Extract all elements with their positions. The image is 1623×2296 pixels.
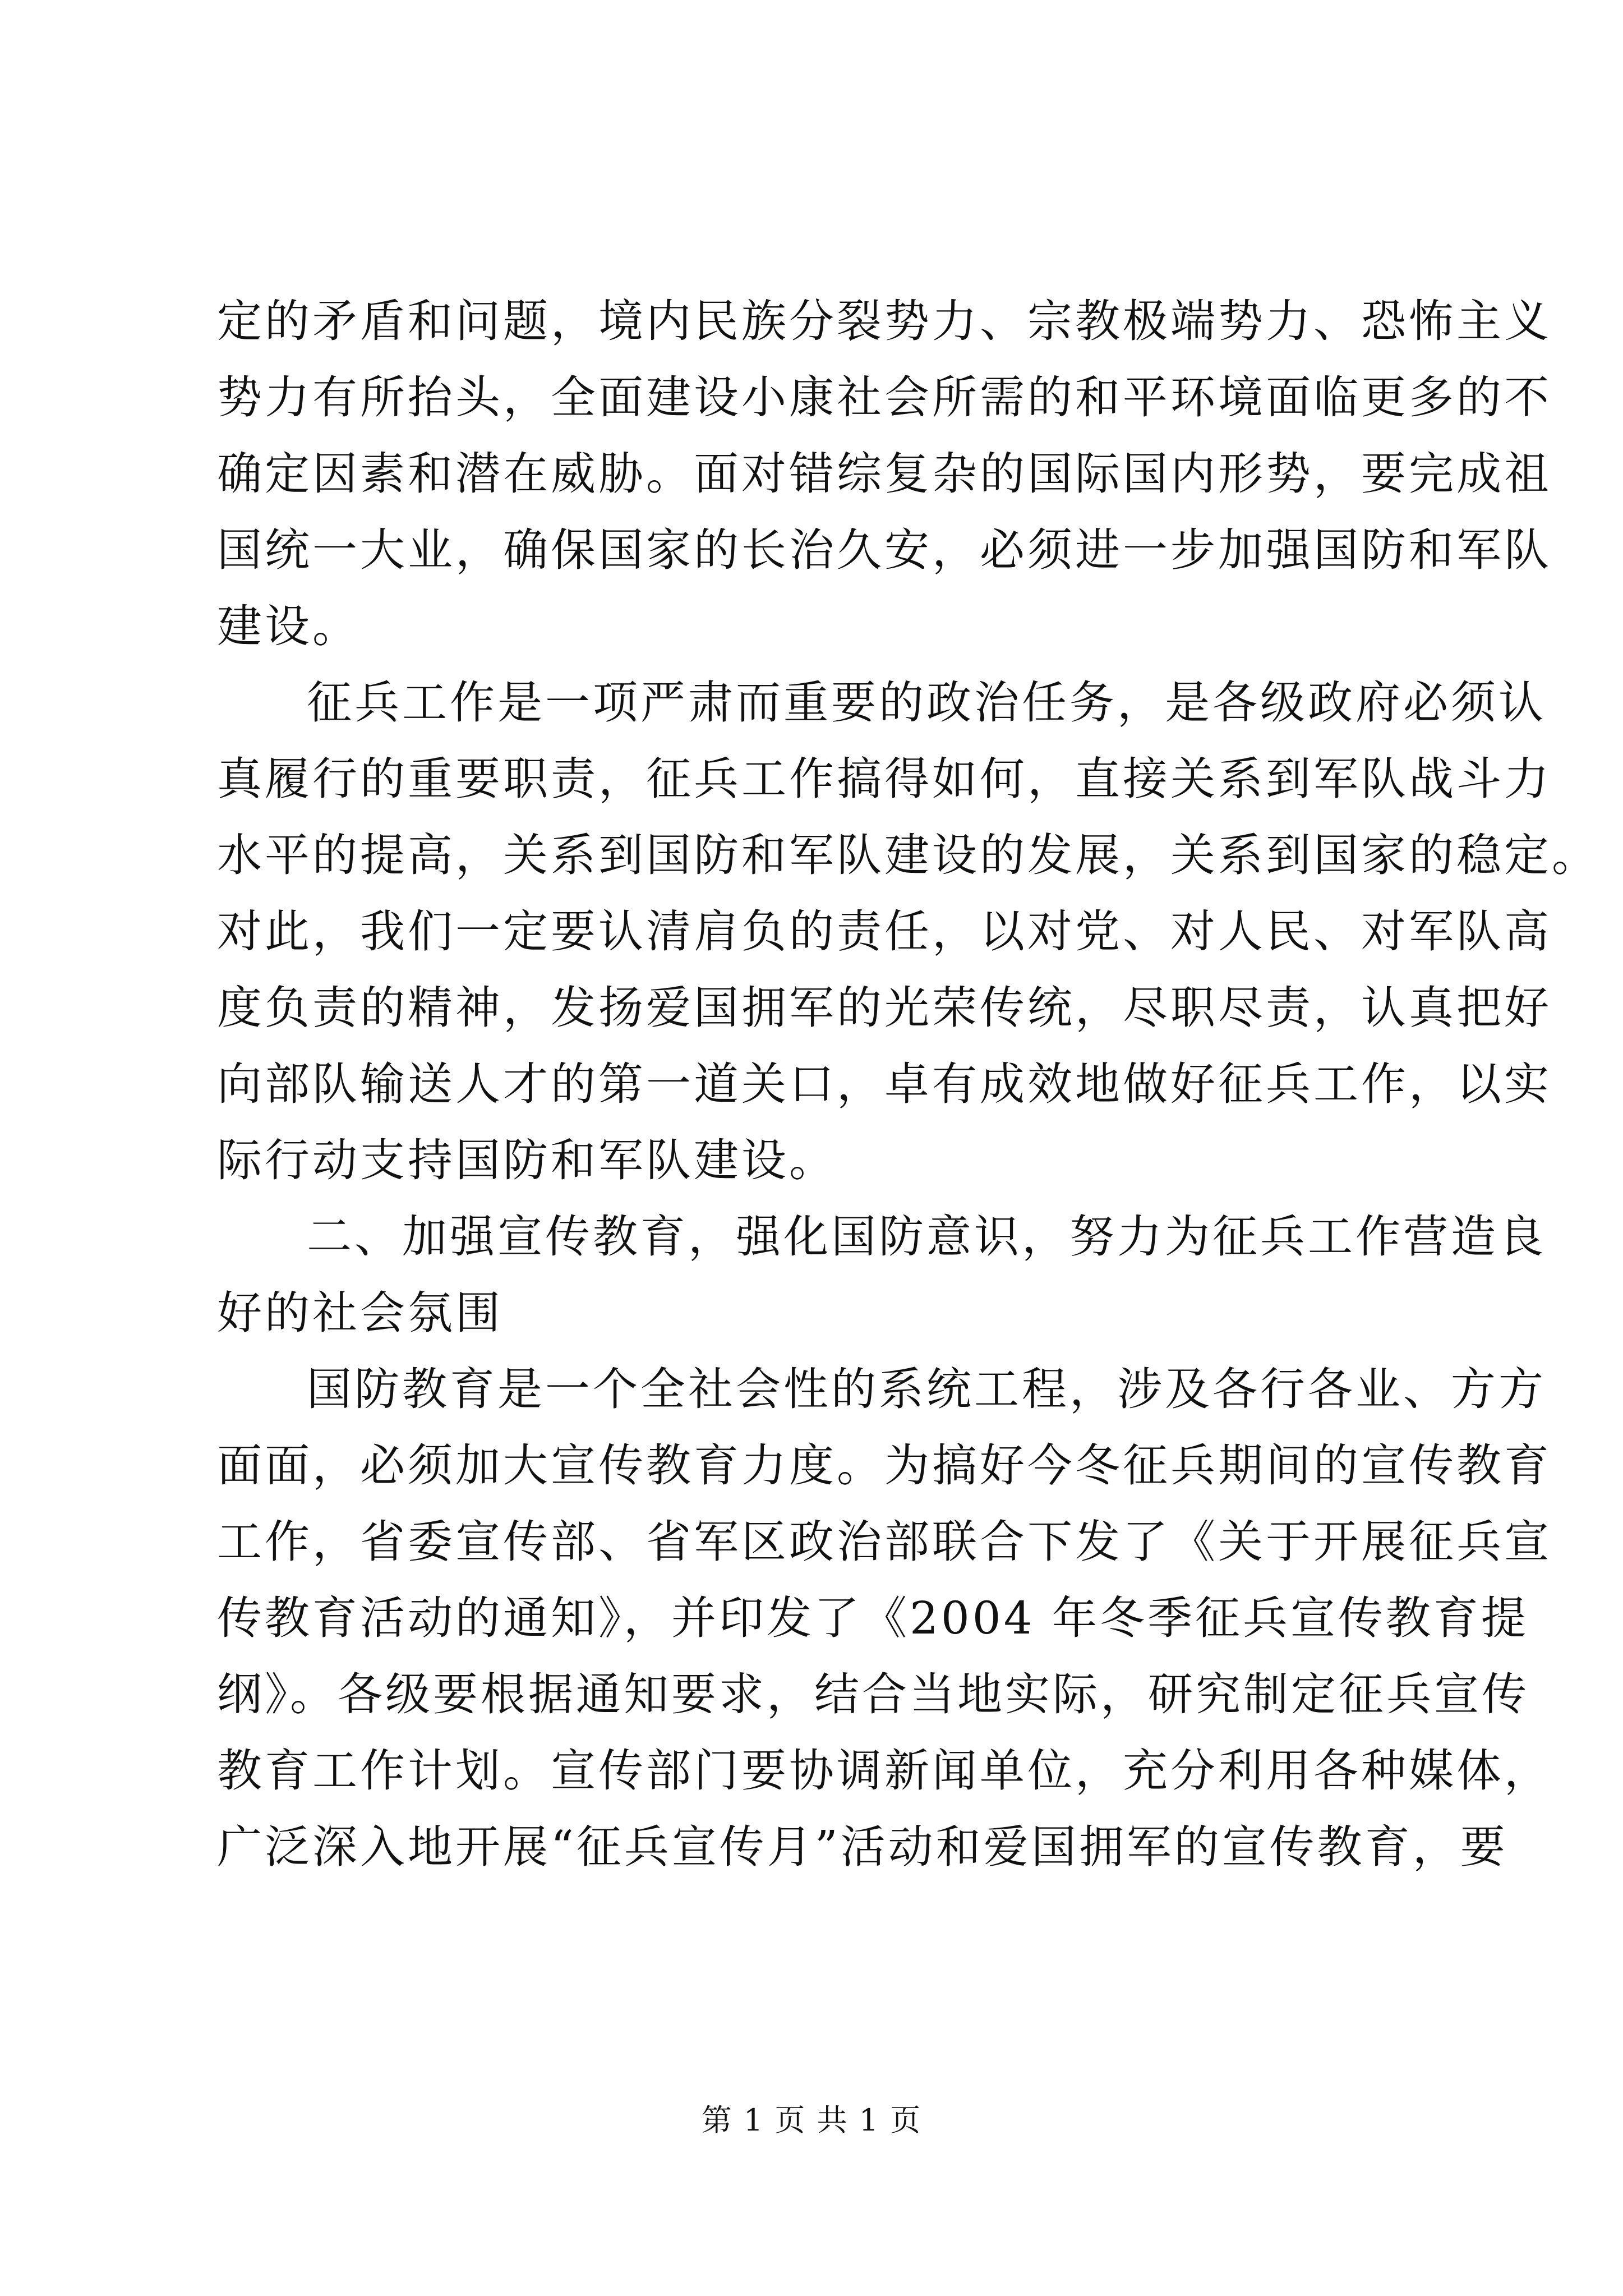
text-line: 向部队输送人才的第一道关口，卓有成效地做好征兵工作，以实 [217, 1058, 1552, 1110]
document-body [217, 283, 1599, 1885]
text-line: 真履行的重要职责，征兵工作搞得如何，直接关系到军队战斗力 [217, 753, 1552, 805]
text-line: 定的矛盾和问题，境内民族分裂势力、宗教极端势力、恐怖主义 [217, 295, 1552, 347]
paragraph-first-line: 国防教育是一个全社会性的系统工程，涉及各行各业、方方 [307, 1363, 1546, 1415]
text-line: 面面，必须加大宣传教育力度。为搞好今冬征兵期间的宣传教育 [217, 1439, 1552, 1492]
text-line: 工作，省委宣传部、省军区政治部联合下发了《关于开展征兵宣 [217, 1516, 1552, 1568]
text-line: 纲》。各级要根据通知要求，结合当地实际，研究制定征兵宣传 [217, 1668, 1529, 1720]
text-line: 对此，我们一定要认清肩负的责任，以对党、对人民、对军队高 [217, 905, 1552, 958]
text-line: 确定因素和潜在威胁。面对错综复杂的国际国内形势，要完成祖 [217, 448, 1552, 500]
text-line: 水平的提高，关系到国防和军队建设的发展，关系到国家的稳定。 [217, 829, 1599, 881]
text-line: 传教育活动的通知》，并印发了《2004 年冬季征兵宣传教育提 [217, 1592, 1529, 1644]
text-line: 教育工作计划。宣传部门要协调新闻单位，充分利用各种媒体， [217, 1745, 1552, 1797]
section-heading-continuation: 好的社会氛围 [217, 1287, 503, 1339]
text-line: 广泛深入地开展“征兵宣传月”活动和爱国拥军的宣传教育，要 [217, 1821, 1508, 1873]
page-number-footer: 第 1 页 共 1 页 [701, 2102, 922, 2138]
text-line: 国统一大业，确保国家的长治久安，必须进一步加强国防和军队 [217, 524, 1552, 576]
text-line: 度负责的精神，发扬爱国拥军的光荣传统，尽职尽责，认真把好 [217, 982, 1552, 1034]
paragraph-first-line: 征兵工作是一项严肃而重要的政治任务，是各级政府必须认 [307, 677, 1546, 729]
text-line: 际行动支持国防和军队建设。 [217, 1134, 837, 1186]
text-line: 势力有所抬头，全面建设小康社会所需的和平环境面临更多的不 [217, 371, 1552, 424]
text-line: 建设。 [217, 600, 360, 652]
section-heading: 二、加强宣传教育，强化国防意识，努力为征兵工作营造良 [307, 1211, 1546, 1263]
